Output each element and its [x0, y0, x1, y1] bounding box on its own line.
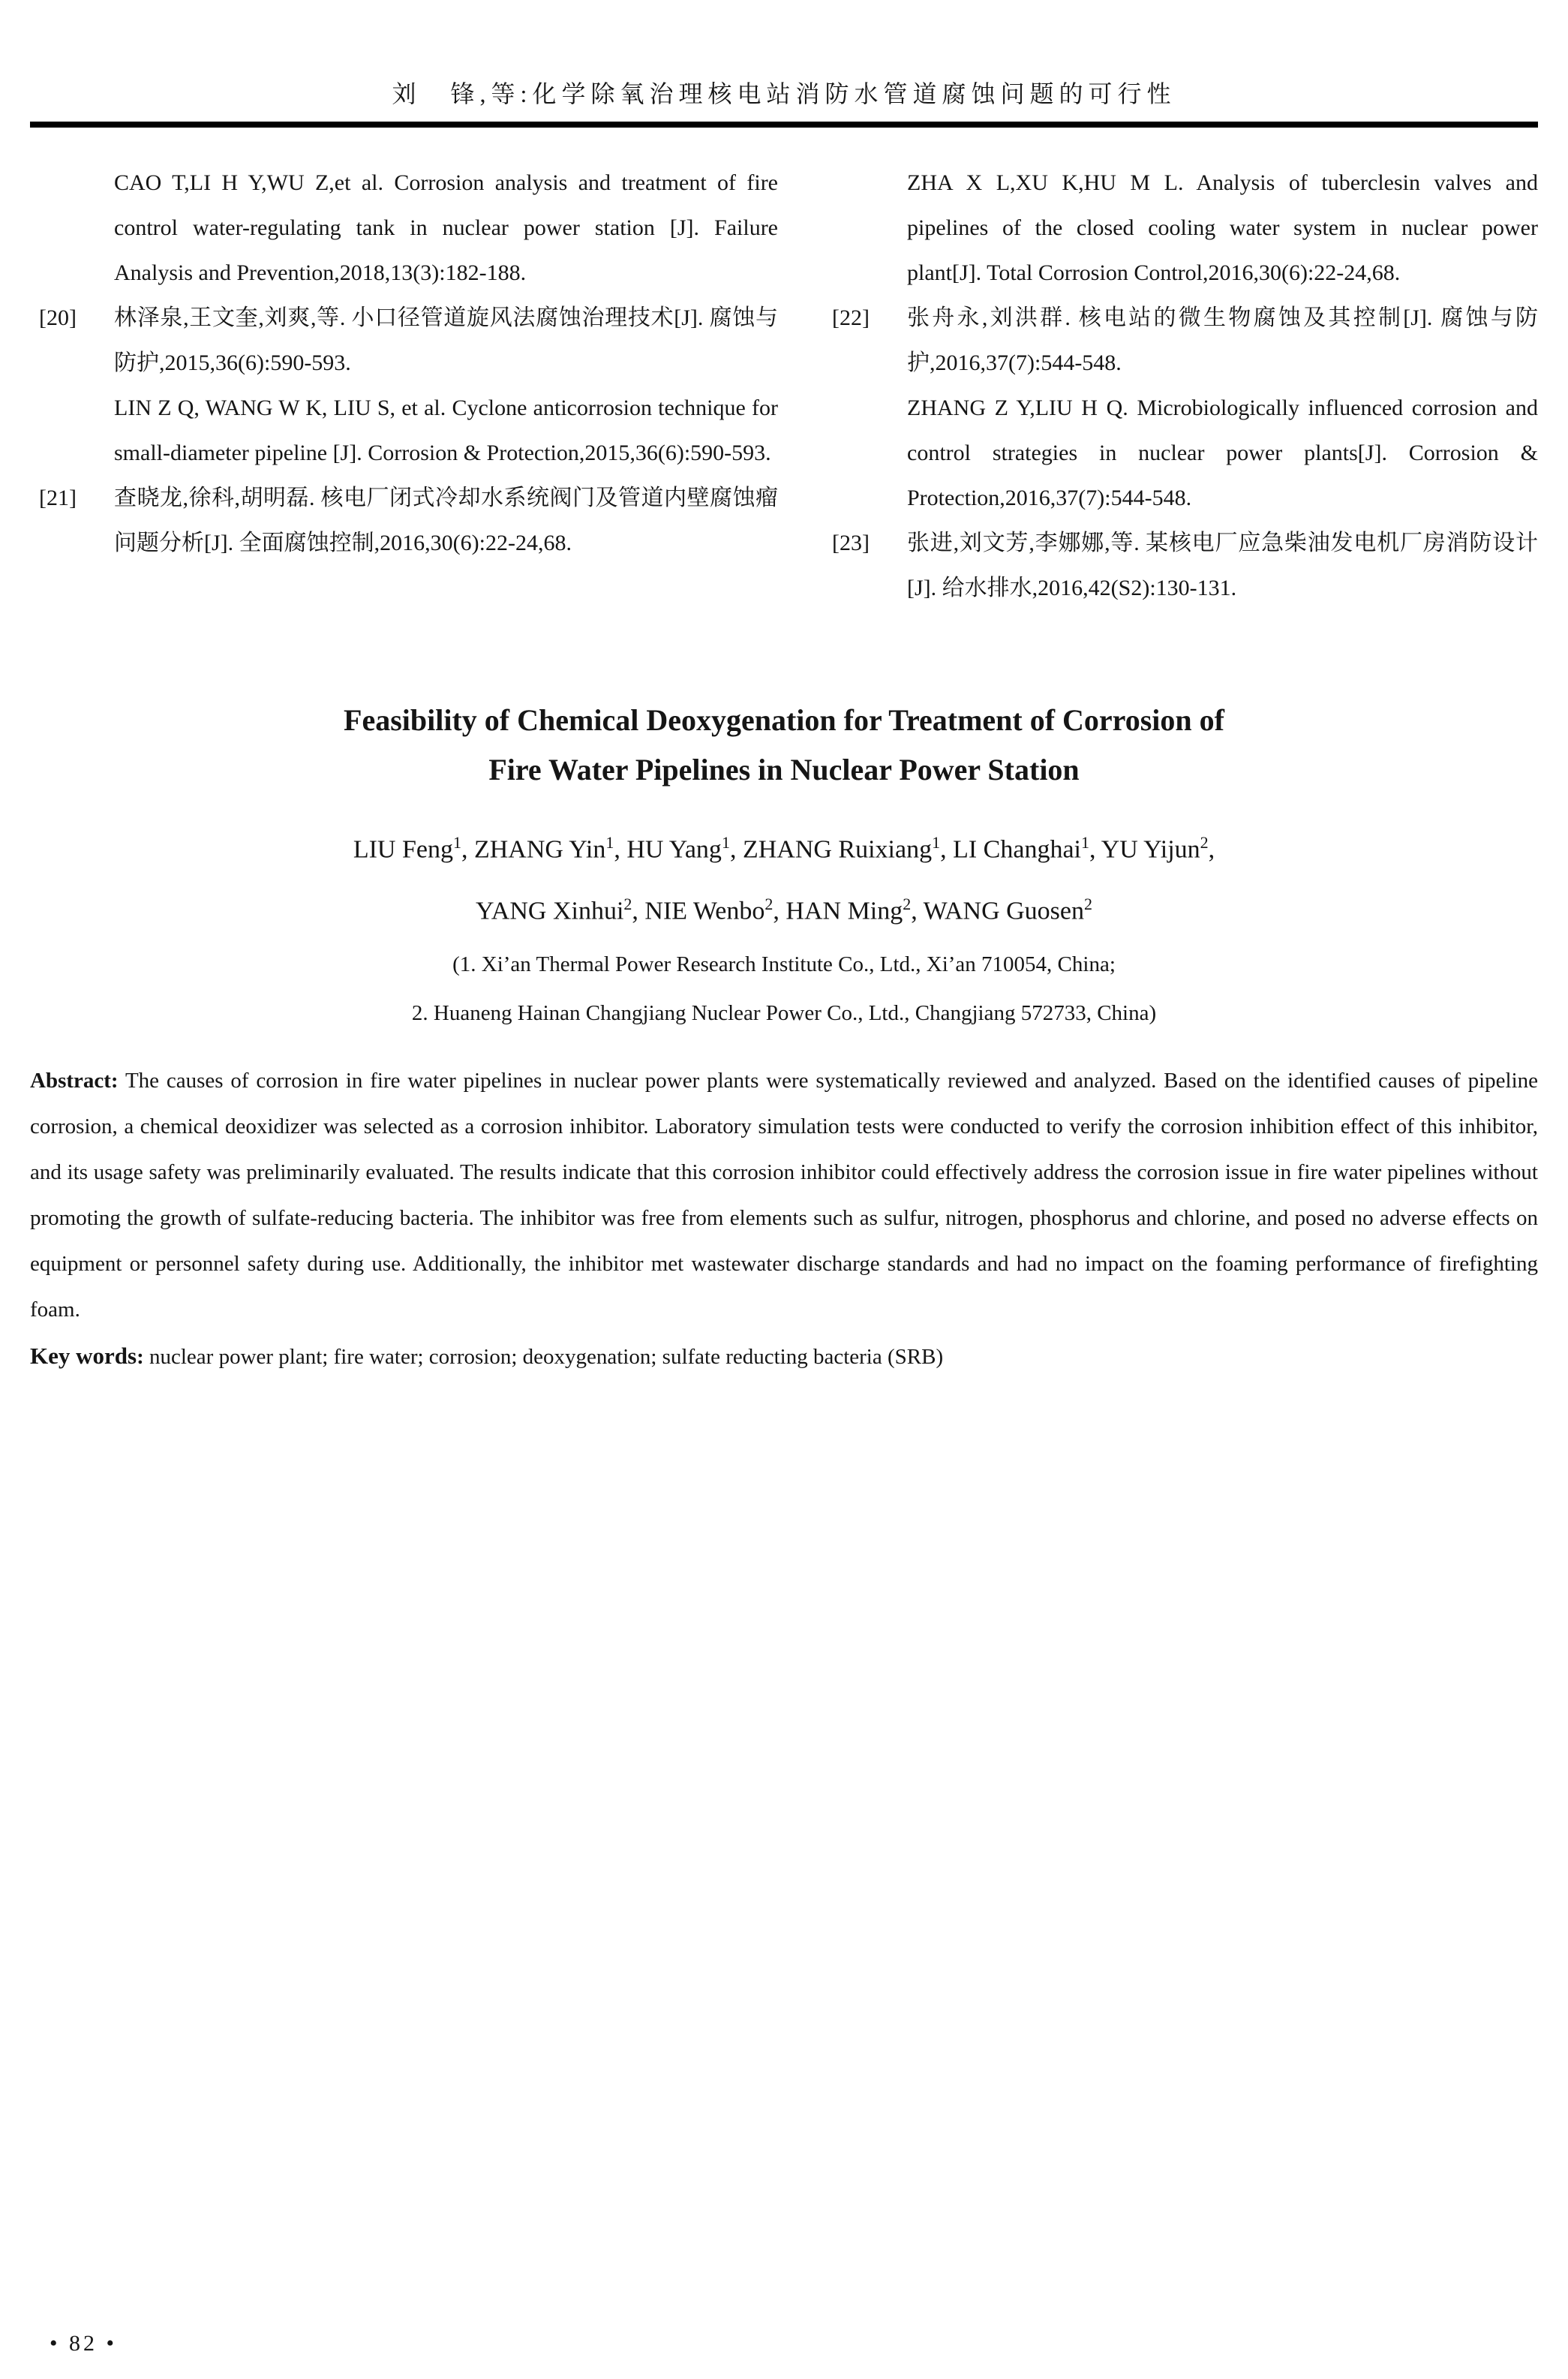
- reference-item: [39, 161, 778, 296]
- affiliation-line-1: (1. Xi’an Thermal Power Research Institute Co., Ltd., Xi’an 710054, China;: [452, 952, 1116, 976]
- reference-item: [832, 161, 1538, 296]
- article-title: [30, 696, 1538, 795]
- references-column-left: [39, 161, 778, 611]
- reference-number: [23]: [832, 531, 870, 555]
- page-number-dot-right: •: [106, 2331, 118, 2356]
- reference-text: ZHA X L,XU K,HU M L. Analysis of tuberclesin valves and pipelines of the closed cooling water system in nuclear power plant[J]. Total Corrosion Control,2016,30(6):22-24,68.: [907, 170, 1538, 285]
- author-affiliation-superscript: 2: [623, 895, 632, 914]
- reference-text: ZHANG Z Y,LIU H Q. Microbiologically influenced corrosion and control strategies in nuclear power plants[J]. Corrosion & Protection,2016,37(7):544-548.: [907, 395, 1538, 510]
- author-name: LI Changhai: [953, 835, 1081, 864]
- running-header: 刘 锋,等:化学除氧治理核电站消防水管道腐蚀问题的可行性: [392, 80, 1176, 107]
- article-title-line1: Feasibility of Chemical Deoxygenation for Treatment of Corrosion of: [344, 703, 1224, 737]
- author-affiliation-superscript: 2: [764, 895, 773, 914]
- author-name: ZHANG Ruixiang: [742, 835, 933, 864]
- author-name: WANG Guosen: [923, 897, 1084, 925]
- article-title-line2: Fire Water Pipelines in Nuclear Power Station: [488, 753, 1080, 786]
- author-name: LIU Feng: [353, 835, 453, 864]
- reference-text: CAO T,LI H Y,WU Z,et al. Corrosion analysis and treatment of fire control water-regulating tank in nuclear power station [J]. Failure Analysis and Prevention,2018,13(3):182-188.: [114, 170, 778, 285]
- reference-text: 张舟永,刘洪群. 核电站的微生物腐蚀及其控制[J]. 腐蚀与防护,2016,37(7):544-548.: [907, 305, 1538, 375]
- reference-number: [20]: [39, 305, 77, 330]
- author-affiliation-superscript: 2: [903, 895, 912, 914]
- references-column-right: [832, 161, 1538, 611]
- author-affiliation-superscript: 1: [932, 833, 941, 852]
- affiliation-line-2: 2. Huaneng Hainan Changjiang Nuclear Power Co., Ltd., Changjiang 572733, China): [411, 1000, 1157, 1025]
- author-affiliation-superscript: 1: [605, 833, 614, 852]
- reference-item: [39, 476, 778, 566]
- author-affiliation-superscript: 2: [1200, 833, 1209, 852]
- keywords-text: nuclear power plant; fire water; corrosion; deoxygenation; sulfate reducting bacteria (SRB): [149, 1344, 944, 1369]
- keywords-colon: :: [137, 1344, 144, 1369]
- page-number: [50, 2331, 117, 2356]
- reference-item: [832, 296, 1538, 521]
- author-name: HU Yang: [626, 835, 722, 864]
- authors-line-1: LIU Feng$^1$, ZHANG Yin$^1$, HU Yang$^1$, ZHANG Ruixiang$^1$, LI Changhai$^1$, YU Yijun$^2$,: [353, 833, 1215, 864]
- abstract-paragraph: [30, 1058, 1538, 1333]
- author-name: HAN Ming: [786, 897, 903, 925]
- author-affiliation-superscript: 2: [1084, 895, 1092, 914]
- page-number-value: 82: [69, 2331, 98, 2356]
- reference-text: 林泽泉,王文奎,刘爽,等. 小口径管道旋风法腐蚀治理技术[J]. 腐蚀与防护,2015,36(6):590-593.: [114, 305, 778, 375]
- author-affiliation-superscript: 1: [1081, 833, 1089, 852]
- reference-text: 张进,刘文芳,李娜娜,等. 某核电厂应急柴油发电机厂房消防设计[J]. 给水排水,2016,42(S2):130-131.: [907, 531, 1538, 600]
- abstract-label: Abstract: [30, 1068, 111, 1093]
- author-name: YU Yijun: [1101, 835, 1200, 864]
- author-name: NIE Wenbo: [644, 897, 765, 925]
- reference-text: 查晓龙,徐科,胡明磊. 核电厂闭式冷却水系统阀门及管道内壁腐蚀瘤问题分析[J]. 全面腐蚀控制,2016,30(6):22-24,68.: [114, 486, 778, 555]
- header-rule: [30, 122, 1538, 128]
- reference-item: [832, 521, 1538, 611]
- reference-text: LIN Z Q, WANG W K, LIU S, et al. Cyclone anticorrosion technique for small-diameter pipeline [J]. Corrosion & Protection,2015,36(6):590-593.: [114, 395, 778, 465]
- abstract-colon: :: [110, 1068, 119, 1093]
- abstract-text: The causes of corrosion in fire water pipelines in nuclear power plants were systematically reviewed and analyzed. Based on the identified causes of pipeline corrosion, a chemical deoxidizer was selected as a corrosion inhibitor. Laboratory simulation tests were conducted to verify the corrosion inhibition effect of this inhibitor, and its usage safety was preliminarily evaluated. The results indicate that this corrosion inhibitor could effectively address the corrosion issue in fire water pipelines without promoting the growth of sulfate-reducing bacteria. The inhibitor was free from elements such as sulfur, nitrogen, phosphorus and chlorine, and posed no adverse effects on equipment or personnel safety during use. Additionally, the inhibitor met wastewater discharge standards and had no impact on the foaming performance of firefighting foam.: [30, 1068, 1538, 1322]
- reference-number: [22]: [832, 305, 870, 330]
- references-section: [0, 128, 1568, 611]
- author-name: YANG Xinhui: [476, 897, 624, 925]
- author-name: ZHANG Yin: [473, 835, 606, 864]
- authors-line-2: YANG Xinhui$^2$, NIE Wenbo$^2$, HAN Ming$^2$, WANG Guosen$^2$: [476, 895, 1092, 925]
- author-affiliation-superscript: 1: [721, 833, 730, 852]
- keywords-paragraph: [30, 1333, 1538, 1380]
- reference-item: [39, 296, 778, 476]
- reference-number: [21]: [39, 486, 77, 510]
- page-number-dot-left: •: [50, 2331, 61, 2356]
- keywords-label: Key words: [30, 1342, 137, 1369]
- author-affiliation-superscript: 1: [452, 833, 461, 852]
